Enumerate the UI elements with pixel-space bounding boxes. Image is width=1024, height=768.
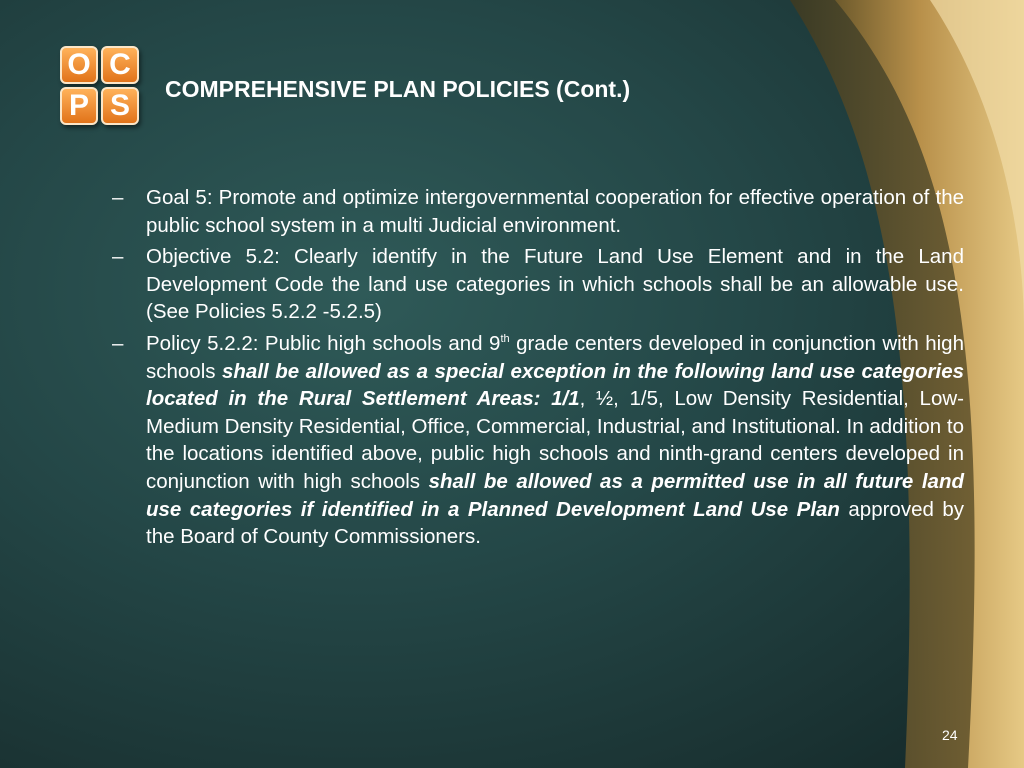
slide-title: COMPREHENSIVE PLAN POLICIES (Cont.) — [165, 76, 631, 102]
bullet-marker: – — [112, 331, 124, 355]
logo-letter: C — [101, 46, 139, 84]
logo-letter: S — [101, 87, 139, 125]
bullet-text: Goal 5: Promote and optimize intergovernmental cooperation for effective operation of the public school system in a multi Judicial environment. — [146, 186, 964, 237]
bullet-text: grade centers developed in conjunction with high schools — [146, 331, 964, 383]
bullet-marker: – — [112, 245, 124, 269]
ocps-logo — [60, 46, 142, 128]
bullet-list — [112, 184, 964, 555]
bullet-text: approved by the Board of County Commissioners. — [146, 497, 964, 549]
ordinal-suffix: th — [500, 333, 510, 346]
bullet-goal-5 — [112, 184, 964, 239]
logo-letter: O — [60, 46, 98, 84]
bullet-text: Objective 5.2: Clearly identify in the Future Land Use Element and in the Land Development Code the land use categories in which schools shall be an allowable use. (See Policies 5.2.2 -5.2.5) — [146, 245, 964, 324]
bullet-marker: – — [112, 186, 124, 209]
bullet-text: , ½, 1/5, Low Density Residential, Low-Medium Density Residential, Office, Commercial, Industrial, and Institutional. In addition to the locations identified above, public high schools and ninth-grand centers developed in conjunction with high schools — [146, 387, 964, 493]
bullet-objective-5-2 — [112, 243, 964, 326]
emphasis-text: shall be allowed as a permitted use in all future land use categories if identified in a Planned Development Land Use Plan — [146, 469, 965, 521]
bullet-text: Policy 5.2.2: Public high schools and 9 — [146, 331, 501, 355]
logo-letter: P — [60, 87, 98, 125]
bullet-policy-5-2-2 — [112, 330, 964, 551]
page-number: 24 — [942, 727, 958, 743]
emphasis-text: shall be allowed as a special exception in the following land use categories located in the Rural Settlement Areas: 1/1 — [146, 359, 964, 411]
